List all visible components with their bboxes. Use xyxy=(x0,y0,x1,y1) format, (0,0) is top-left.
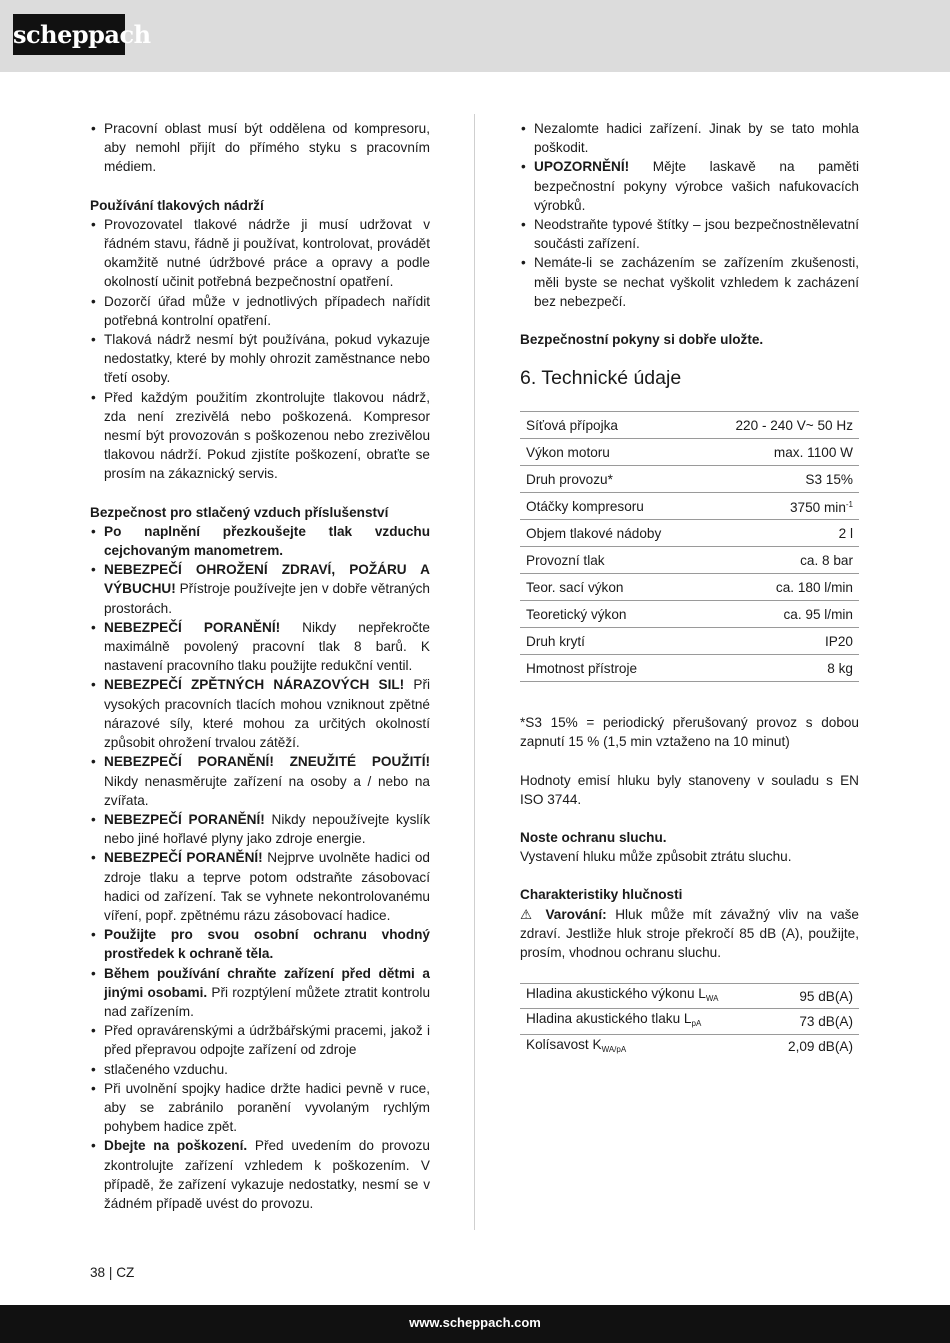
list-item: • Po naplnění přezkoušejte tlak vzduchu cejchovaným manometrem. xyxy=(90,522,430,560)
emission-note: Hodnoty emisí hluku byly stanoveny v souladu s EN ISO 3744. xyxy=(520,772,859,807)
pressure-list xyxy=(90,215,430,484)
spec-table xyxy=(520,411,859,682)
list-item: • Dozorčí úřad může v jednotlivých případech nařídit potřebná kontrolní opatření. xyxy=(90,292,430,330)
top-list xyxy=(520,119,859,311)
left-column xyxy=(90,119,430,1213)
table-row: Druh krytí IP20 xyxy=(520,628,859,655)
warning-icon: ⚠ xyxy=(520,906,537,922)
table-row: Kolísavost $K_{WA/pA}$ 2,09 dB(A) xyxy=(526,1036,853,1055)
operating-mode-footnote: *S3 15% = periodický přerušovaný provoz s dobou zapnutí 15 % (1,5 min vztaženo na 10 minut) xyxy=(520,715,859,750)
list-item: • Dbejte na poškození. Před uvedením do provozu zkontrolujte zařízení vzhledem k poškozením. V případě, že zařízení vykazuje nedostatky, nesmí se v žádném případě uvést do provozu. xyxy=(90,1136,430,1213)
column-divider xyxy=(474,114,475,1230)
brand-logo: scheppach xyxy=(13,14,125,55)
table-row: Otáčky kompresoru 3750 $\min^{-1}$ xyxy=(520,493,859,520)
list-item: • Provozovatel tlakové nádrže ji musí udržovat v řádném stavu, řádně ji používat, kontrolovat, provádět okamžitě nutné údržbové práce a opravy a podle okolností učinit potřebná bezpečnostní opatření. xyxy=(90,215,430,292)
table-row: Provozní tlak ca. 8 bar xyxy=(520,547,859,574)
accessory-list xyxy=(90,522,430,1213)
list-item: • NEBEZPEČÍ PORANĚNÍ! Nikdy nepoužívejte kyslík nebo jiné hořlavé plyny jako zdroje energie. xyxy=(90,810,430,848)
list-item: • Tlaková nádrž nesmí být používána, pokud vykazuje nedostatky, které by mohly ohrozit zaměstnance nebo třetí osoby. xyxy=(90,330,430,388)
page-number: 38 | CZ xyxy=(90,1265,135,1280)
noise-heading: Charakteristiky hlučnosti xyxy=(520,887,683,903)
list-item: • stlačeného vzduchu. xyxy=(90,1060,430,1079)
website-link[interactable]: www.scheppach.com xyxy=(409,1315,541,1330)
table-row: Objem tlakové nádoby 2 l xyxy=(520,520,859,547)
list-item: • NEBEZPEČÍ PORANĚNÍ! Nejprve uvolněte hadici od zdroje tlaku a teprve potom odstraňte zásobovací hadici od zařízení. Tak se vyhnete nekontrolovanému víření, popř. zpětnému rázu zásobovací hadice. xyxy=(90,848,430,925)
keep-instructions-note: Bezpečnostní pokyny si dobře uložte. xyxy=(520,332,764,348)
noise-warning: ⚠ Varování: Hluk může mít závažný vliv na vaše zdraví. Jestliže hluk stroje překročí 85 dB (A), použijte, prosím, vhodnou ochranu sluchu. xyxy=(520,906,859,961)
list-item: • NEBEZPEČÍ PORANĚNÍ! Nikdy nepřekročte maximálně povolený pracovní tlak 8 barů. K nastavení pracovního tlaku použijte redukční ventil. xyxy=(90,618,430,676)
list-item: • Během používání chraňte zařízení před dětmi a jinými osobami. Při rozptýlení můžete ztratit kontrolu nad zařízením. xyxy=(90,964,430,1022)
list-item: • Při uvolnění spojky hadice držte hadici pevně v ruce, aby se zabránilo poranění vyvolaným rychlým pohybem hadice zpět. xyxy=(90,1079,430,1137)
list-item: • NEBEZPEČÍ PORANĚNÍ! ZNEUŽITÉ POUŽITÍ! Nikdy nenasměrujte zařízení na osoby a / nebo na zvířata. xyxy=(90,752,430,810)
table-row: Teor. sací výkon ca. 180 l/min xyxy=(520,574,859,601)
list-item: • Před každým použitím zkontrolujte tlakovou nádrž, zda není zrezivělá nebo poškozená. Kompresor nesmí být provozován s poškozenou nebo zrezivělou tlakovou nádrží. Pokud zjistíte poškození, obraťte se prosím na zákaznický servis. xyxy=(90,388,430,484)
list-item: • Neodstraňte typové štítky – jsou bezpečnostnělevatní součásti zařízení. xyxy=(520,215,859,253)
list-item: • NEBEZPEČÍ ZPĚTNÝCH NÁRAZOVÝCH SIL! Při vysokých pracovních tlacích mohou vzniknout zpětné nárazové síly, které mohou za určitých okolností způsobit ohrožení trvalou zátěží. xyxy=(90,675,430,752)
table-row: Hladina akustického výkonu $L_{WA}$ 95 dB(A) xyxy=(520,984,859,1009)
list-item: • NEBEZPEČÍ OHROŽENÍ ZDRAVÍ, POŽÁRU A VÝBUCHU! Přístroje používejte jen v dobře větraných prostorách. xyxy=(90,560,430,618)
page-footer xyxy=(0,1305,950,1343)
list-item: • Nezalomte hadici zařízení. Jinak by se tato mohla poškodit. xyxy=(520,119,859,157)
list-item: • UPOZORNĚNÍ! Mějte laskavě na paměti bezpečnostní pokyny výrobce vašich nafukovacích výrobků. xyxy=(520,157,859,215)
table-row: Výkon motoru max. 1100 W xyxy=(520,439,859,466)
hearing-protection-heading: Noste ochranu sluchu. xyxy=(520,830,667,846)
intro-list xyxy=(90,119,430,177)
list-item: • Nemáte-li se zacházením se zařízením zkušenosti, měli byste se nechat vyškolit vzhledem k zacházení bez nebezpečí. xyxy=(520,253,859,311)
right-column xyxy=(520,119,859,1059)
section-title: 6. Technické údaje xyxy=(520,367,682,390)
list-item: • Použijte pro svou osobní ochranu vhodný prostředek k ochraně těla. xyxy=(90,925,430,963)
page-header xyxy=(0,0,950,72)
table-row: Druh provozu* S3 15% xyxy=(520,466,859,493)
table-row: Hmotnost přístroje 8 kg xyxy=(520,655,859,682)
accessory-heading: Bezpečnost pro stlačený vzduch příslušenství xyxy=(90,504,389,520)
table-row: Hladina akustického tlaku $L_{pA}$ 73 dB(A) xyxy=(520,1009,859,1034)
table-row: Síťová přípojka 220 - 240 V~ 50 Hz xyxy=(520,412,859,439)
table-row: Teoretický výkon ca. 95 l/min xyxy=(520,601,859,628)
list-item: • Před opravárenskými a údržbářskými pracemi, jakož i před přepravou odpojte zařízení od zdroje xyxy=(90,1021,430,1059)
pressure-heading: Používání tlakových nádrží xyxy=(90,197,264,213)
list-item: • Pracovní oblast musí být oddělena od kompresoru, aby nemohl přijít do přímého styku s pracovním médiem. xyxy=(90,119,430,177)
hearing-protection-text: Vystavení hluku může způsobit ztrátu sluchu. xyxy=(520,849,792,865)
noise-table xyxy=(520,983,859,1059)
